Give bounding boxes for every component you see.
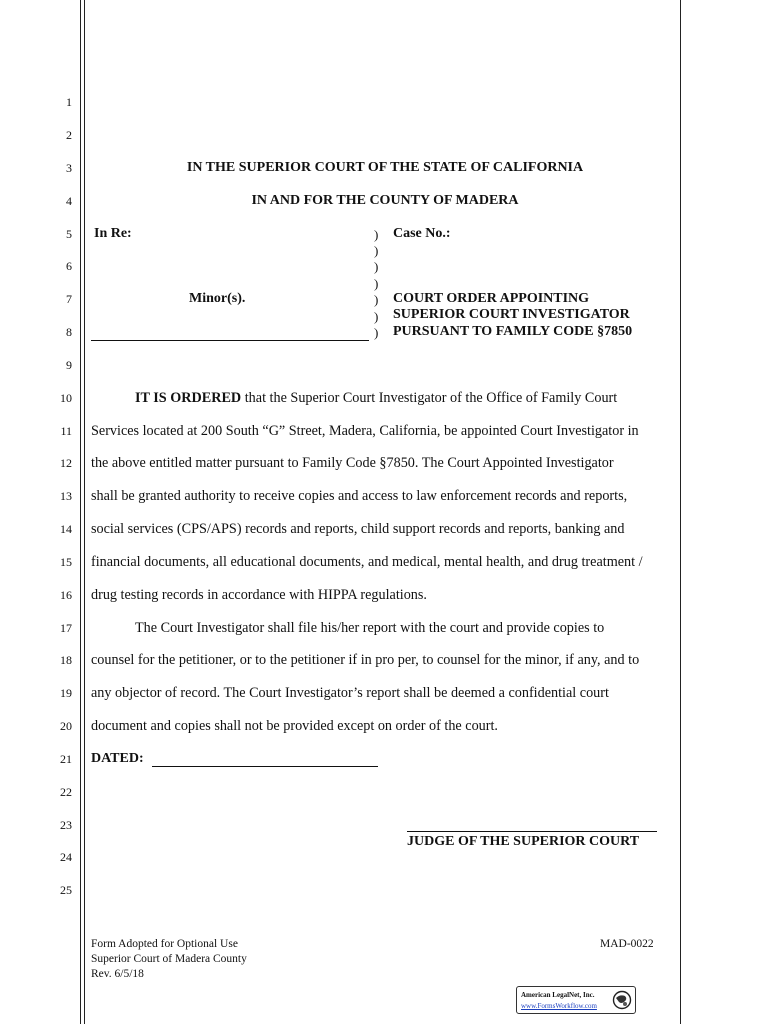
line-number: 22	[60, 785, 72, 799]
judge-label: JUDGE OF THE SUPERIOR COURT	[407, 834, 640, 849]
line-number: 18	[60, 653, 72, 667]
body-line: social services (CPS/APS) records and reports, child support records and reports, banking and	[91, 521, 625, 537]
body-line-text: that the Superior Court Investigator of the Office of Family Court	[241, 390, 618, 406]
line-number: 21	[60, 752, 72, 766]
publisher-badge	[516, 986, 636, 1014]
line-number: 25	[60, 883, 72, 897]
body-line: financial documents, all educational documents, and medical, mental health, and drug treatment /	[91, 554, 643, 570]
document-title-line: SUPERIOR COURT INVESTIGATOR	[393, 307, 630, 322]
caption-paren: )	[374, 325, 379, 340]
publisher-name: American LegalNet, Inc.	[521, 991, 595, 999]
caption-underline	[91, 340, 369, 341]
body-line	[91, 390, 681, 407]
line-number: 16	[60, 588, 72, 602]
publisher-website[interactable]: www.FormsWorkflow.com	[521, 1002, 597, 1010]
body-line: counsel for the petitioner, or to the petitioner if in pro per, to counsel for the minor, if any, and to	[91, 652, 640, 668]
judge-signature-line[interactable]	[407, 831, 657, 832]
body-line: any objector of record. The Court Investigator’s report shall be deemed a confidential court	[91, 685, 609, 701]
line-number: 24	[60, 850, 72, 864]
dated-label: DATED:	[91, 751, 144, 766]
line-number: 17	[60, 621, 72, 635]
caption-paren: )	[374, 276, 379, 291]
line-number: 1	[66, 95, 72, 109]
right-margin-rule	[680, 0, 681, 1024]
caption-paren: )	[374, 227, 379, 242]
left-margin-rule-outer	[80, 0, 81, 1024]
document-title-line: PURSUANT TO FAMILY CODE §7850	[393, 324, 633, 339]
it-is-ordered-lead: IT IS ORDERED	[135, 390, 242, 406]
court-heading: IN THE SUPERIOR COURT OF THE STATE OF CALIFORNIA	[186, 160, 584, 175]
line-number: 10	[60, 391, 72, 405]
caption-paren: )	[374, 309, 379, 324]
document-title-line: COURT ORDER APPOINTING	[393, 291, 590, 306]
line-number: 2	[66, 128, 72, 142]
line-number: 20	[60, 719, 72, 733]
footer-form-info	[91, 937, 247, 982]
dated-signature-line[interactable]	[152, 766, 378, 767]
caption-paren: )	[374, 259, 379, 274]
left-margin-rule-inner	[84, 0, 85, 1024]
line-number: 6	[66, 259, 72, 273]
minors-label: Minor(s).	[189, 291, 246, 306]
globe-icon	[612, 990, 632, 1010]
in-re-label: In Re:	[94, 226, 132, 241]
county-heading: IN AND FOR THE COUNTY OF MADERA	[251, 193, 519, 208]
line-number: 15	[60, 555, 72, 569]
body-line: Services located at 200 South “G” Street, Madera, California, be appointed Court Investigator in	[91, 423, 639, 439]
body-line: the above entitled matter pursuant to Family Code §7850. The Court Appointed Investigator	[91, 455, 614, 471]
line-number: 8	[66, 325, 72, 339]
line-number: 13	[60, 489, 72, 503]
line-number: 23	[60, 818, 72, 832]
line-number: 14	[60, 522, 72, 536]
form-id: MAD-0022	[600, 938, 654, 950]
footer-line: Rev. 6/5/18	[91, 968, 144, 980]
line-number: 12	[60, 456, 72, 470]
footer-line: Superior Court of Madera County	[91, 953, 247, 965]
line-number: 11	[60, 424, 72, 438]
body-line: The Court Investigator shall file his/her report with the court and provide copies to	[135, 620, 605, 636]
footer-line: Form Adopted for Optional Use	[91, 938, 238, 950]
line-number: 9	[66, 358, 72, 372]
caption-paren: )	[374, 292, 379, 307]
line-number: 5	[66, 227, 72, 241]
line-number: 19	[60, 686, 72, 700]
body-line: drug testing records in accordance with HIPPA regulations.	[91, 587, 427, 603]
body-line: shall be granted authority to receive copies and access to law enforcement records and reports,	[91, 488, 628, 504]
line-number: 7	[66, 292, 72, 306]
body-line: document and copies shall not be provided except on order of the court.	[91, 718, 498, 734]
case-number-label: Case No.:	[393, 226, 451, 241]
line-number: 4	[66, 194, 72, 208]
line-number: 3	[66, 161, 72, 175]
caption-paren: )	[374, 243, 379, 258]
